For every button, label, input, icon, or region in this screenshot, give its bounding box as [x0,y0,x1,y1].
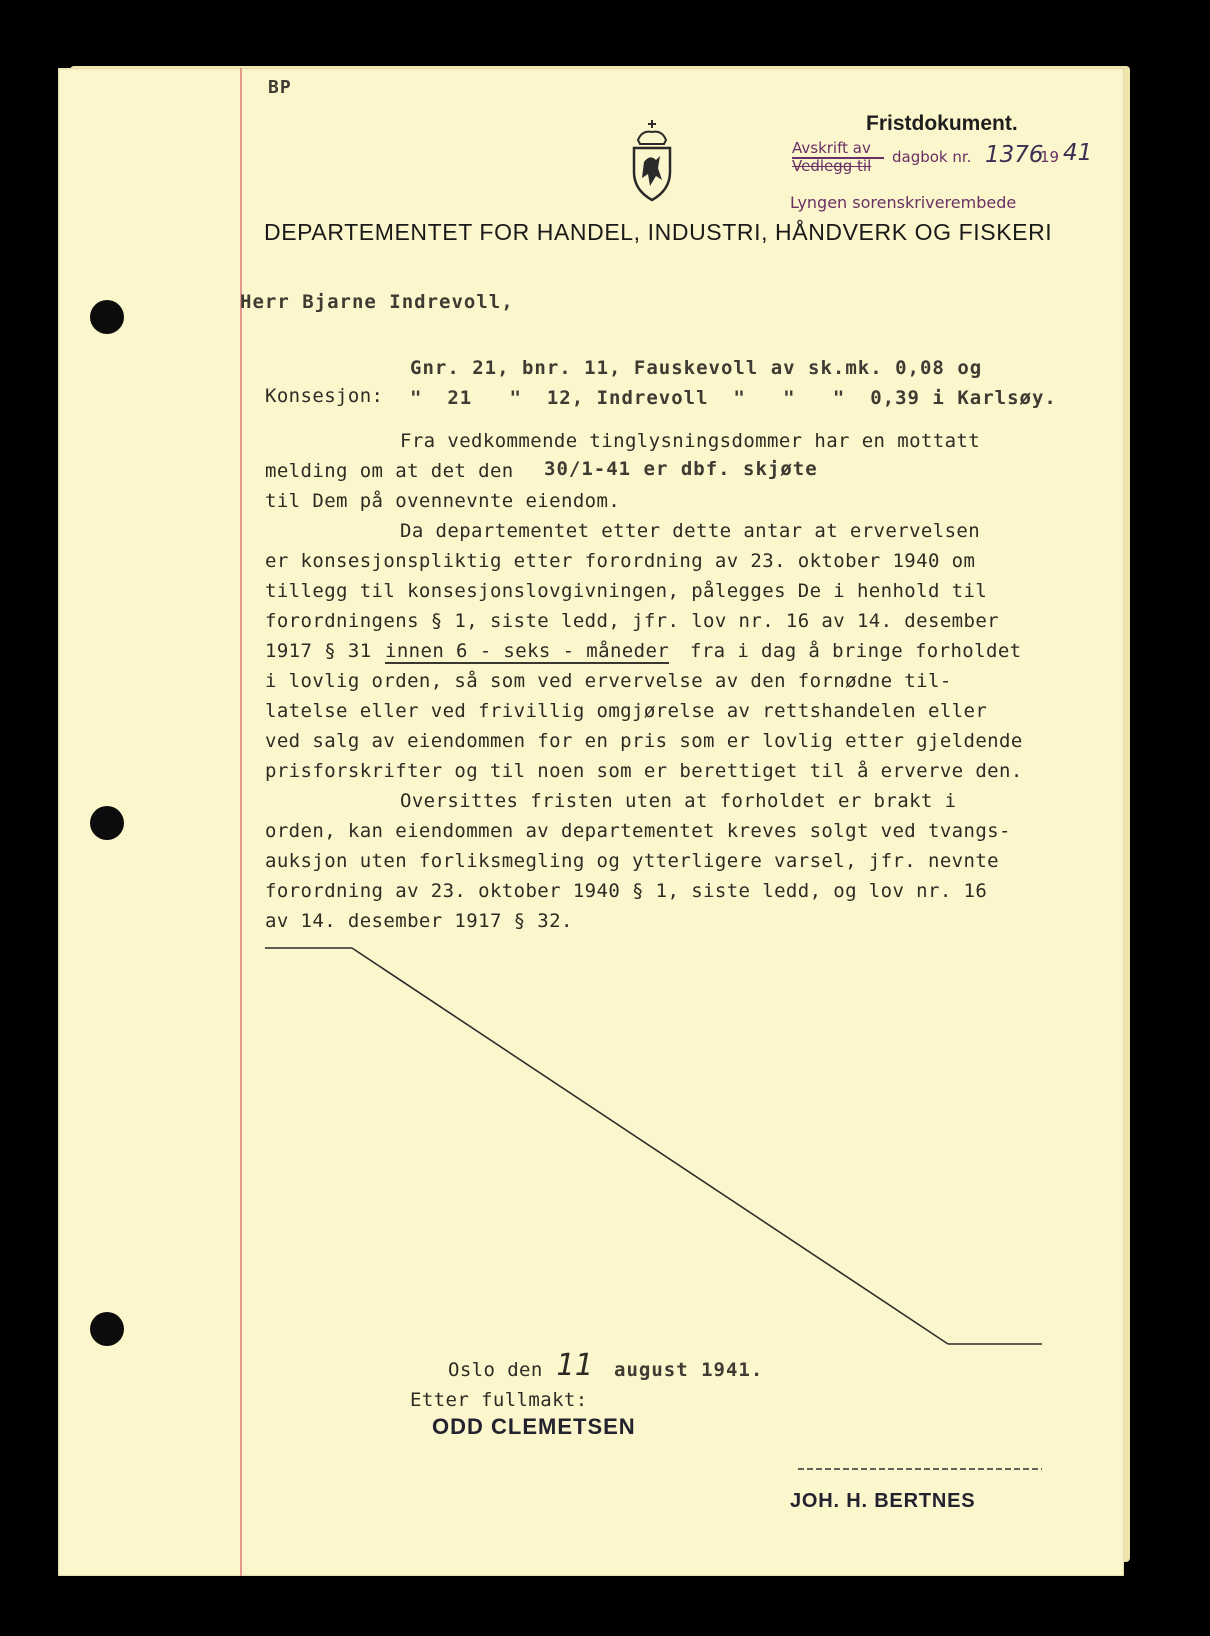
body-line: auksjon uten forliksmegling og ytterligere varsel, jfr. nevnte [265,850,1000,872]
body-line: melding om at det den [265,460,514,482]
subject-line-2: " 21 " 12, Indrevoll " " " 0,39 i Karlsøy. [410,387,1057,409]
body-line: av 14. desember 1917 § 32. [265,910,573,932]
stamp-year-prefix: 19 [1040,148,1060,166]
handwritten-day: 11 [556,1348,593,1383]
date-month-year: august 1941. [614,1359,764,1381]
authority-line: Etter fullmakt: [410,1389,588,1411]
body-line: Da departementet etter dette antar at ervervelsen [400,520,981,542]
body-line: forordningens § 1, siste ledd, jfr. lov nr. 16 av 14. desember [265,610,1000,632]
body-line: i lovlig orden, så som ved ervervelse av den fornødne til- [265,670,952,692]
body-line: ved salg av eiendommen for en pris som er lovlig etter gjeldende [265,730,1023,752]
body-line: fra i dag å bringe forholdet [690,640,1022,662]
body-line: tillegg til konsesjonslovgivningen, pålegges De i henhold til [265,580,988,602]
body-line: Oversittes fristen uten at forholdet er brakt i [400,790,957,812]
deadline-underlined: innen 6 - seks - måneder [385,640,670,662]
signatory-stamp-1: ODD CLEMETSEN [432,1414,636,1439]
place-date-label: Oslo den [448,1359,543,1381]
corner-mark: BP [268,77,292,98]
body-line: prisforskrifter og til noen som er berettiget til å erverve den. [265,760,1023,782]
body-line: forordning av 23. oktober 1940 § 1, siste ledd, og lov nr. 16 [265,880,988,902]
stamp-dagbok-label: dagbok nr. [892,148,972,166]
stamp-dagbok-number: 1376 [985,142,1044,168]
addressee: Herr Bjarne Indrevoll, [240,291,514,313]
body-line: til Dem på ovennevnte eiendom. [265,490,621,512]
body-line: latelse eller ved frivillig omgjørelse av rettshandelen eller [265,700,988,722]
body-line: 1917 § 31 [265,640,372,662]
deed-date-fill-in: 30/1-41 er dbf. skjøte [544,458,818,480]
fristdokument-stamp: Fristdokument. [866,112,1018,135]
stamp-avskrift: Avskrift av [792,139,871,157]
signatory-stamp-2: JOH. H. BERTNES [790,1490,976,1512]
body-line: er konsesjonspliktig etter forordning av 23. oktober 1940 om [265,550,976,572]
stamp-office: Lyngen sorenskriverembede [790,193,1017,212]
subject-label: Konsesjon: [265,385,384,407]
department-heading: DEPARTEMENTET FOR HANDEL, INDUSTRI, HÅNDVERK OG FISKERI [264,219,1053,245]
subject-line-1: Gnr. 21, bnr. 11, Fauskevoll av sk.mk. 0,08 og [410,357,983,379]
stamp-year-suffix: 41 [1063,140,1093,166]
body-line: Fra vedkommende tinglysningsdommer har en mottatt [400,430,981,452]
stamp-vedlegg: Vedlegg til [792,157,872,175]
body-line: orden, kan eiendommen av departementet kreves solgt ved tvangs- [265,820,1011,842]
